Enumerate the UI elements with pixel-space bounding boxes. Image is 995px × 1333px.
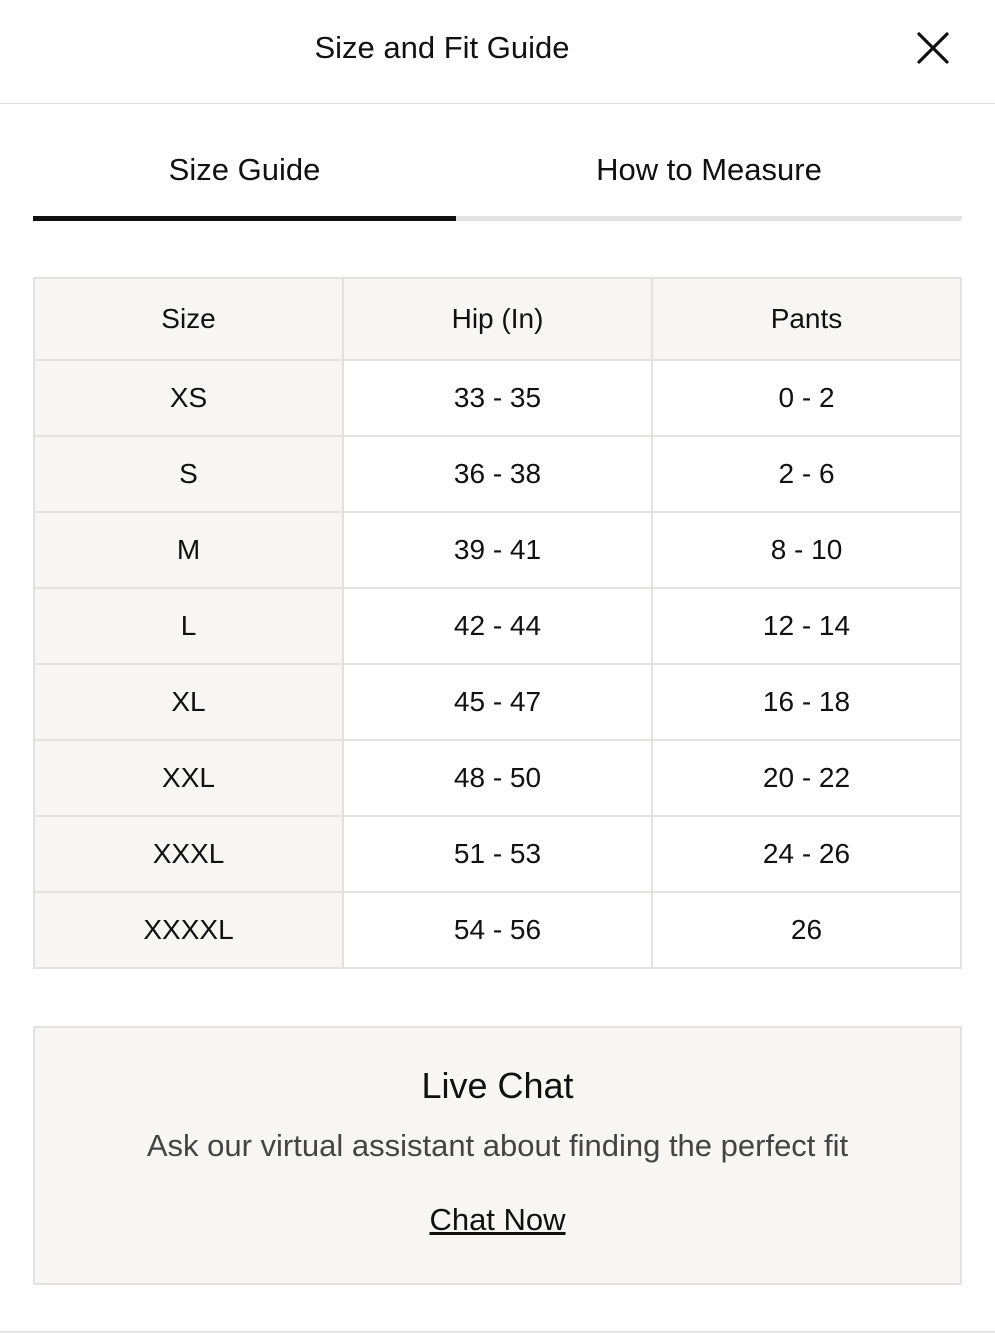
close-button[interactable] bbox=[908, 26, 958, 70]
size-cell: XXXL bbox=[34, 816, 343, 892]
hip-cell: 42 - 44 bbox=[343, 588, 652, 664]
chat-now-link[interactable]: Chat Now bbox=[429, 1202, 566, 1237]
table-header-row bbox=[34, 278, 961, 360]
table-row bbox=[34, 892, 961, 968]
modal-title: Size and Fit Guide bbox=[314, 30, 570, 65]
size-cell: XXXXL bbox=[34, 892, 343, 968]
close-icon bbox=[916, 31, 950, 65]
hip-cell: 39 - 41 bbox=[343, 512, 652, 588]
table-row bbox=[34, 740, 961, 816]
table-row bbox=[34, 436, 961, 512]
size-cell: L bbox=[34, 588, 343, 664]
pants-cell: 8 - 10 bbox=[652, 512, 961, 588]
pants-cell: 26 bbox=[652, 892, 961, 968]
live-chat-title: Live Chat bbox=[421, 1065, 574, 1106]
size-table bbox=[33, 277, 962, 969]
size-cell: M bbox=[34, 512, 343, 588]
hip-cell: 33 - 35 bbox=[343, 360, 652, 436]
column-header-pants: Pants bbox=[652, 278, 961, 360]
table-row bbox=[34, 512, 961, 588]
hip-cell: 54 - 56 bbox=[343, 892, 652, 968]
hip-cell: 48 - 50 bbox=[343, 740, 652, 816]
modal-header bbox=[0, 0, 995, 104]
table-row bbox=[34, 816, 961, 892]
hip-cell: 36 - 38 bbox=[343, 436, 652, 512]
hip-cell: 51 - 53 bbox=[343, 816, 652, 892]
pants-cell: 16 - 18 bbox=[652, 664, 961, 740]
table-row bbox=[34, 664, 961, 740]
hip-cell: 45 - 47 bbox=[343, 664, 652, 740]
pants-cell: 2 - 6 bbox=[652, 436, 961, 512]
tab-bar bbox=[33, 124, 962, 222]
tab-how-to-measure[interactable]: How to Measure bbox=[596, 152, 822, 187]
tab-size-guide[interactable]: Size Guide bbox=[168, 152, 321, 187]
size-cell: XS bbox=[34, 360, 343, 436]
size-cell: S bbox=[34, 436, 343, 512]
live-chat-description: Ask our virtual assistant about finding the perfect fit bbox=[146, 1128, 849, 1163]
column-header-hip: Hip (In) bbox=[343, 278, 652, 360]
size-cell: XXL bbox=[34, 740, 343, 816]
pants-cell: 12 - 14 bbox=[652, 588, 961, 664]
column-header-size: Size bbox=[34, 278, 343, 360]
pants-cell: 0 - 2 bbox=[652, 360, 961, 436]
pants-cell: 24 - 26 bbox=[652, 816, 961, 892]
pants-cell: 20 - 22 bbox=[652, 740, 961, 816]
live-chat-panel bbox=[33, 1026, 962, 1285]
table-row bbox=[34, 588, 961, 664]
table-row bbox=[34, 360, 961, 436]
size-cell: XL bbox=[34, 664, 343, 740]
active-tab-indicator bbox=[33, 216, 456, 221]
